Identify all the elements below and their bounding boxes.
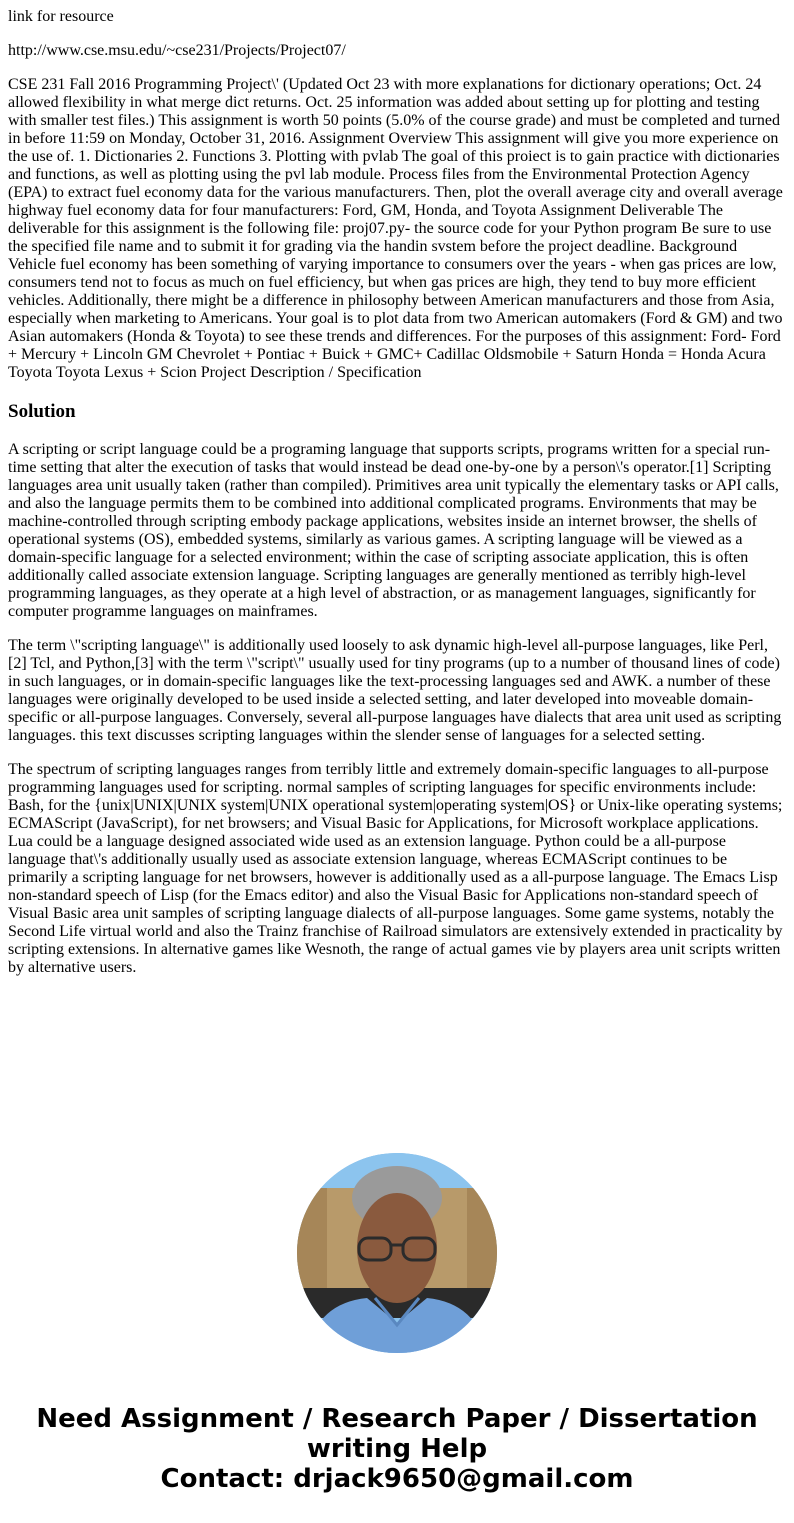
author-avatar [297, 1153, 497, 1353]
solution-paragraph: The term \"scripting language\" is additionally used loosely to ask dynamic high-level all-purpose languages, like Perl,[2] Tcl, and Python,[3] with the term \"script\" usually used for tiny programs (up to a number of thousand lines of code) in such languages, or in domain-specific languages like the text-processing languages sed and AWK. a number of these languages were originally developed to be used inside a selected setting, and later developed into moveable domain-specific or all-purpose languages. Conversely, several all-purpose languages have dialects that area unit used as scripting languages. this text discusses scripting languages within the slender sense of languages for a selected setting. [8, 637, 782, 744]
solution-heading: Solution [8, 401, 76, 422]
solution-paragraph: A scripting or script language could be a programing language that supports scripts, programs written for a special run-time setting that alter the execution of tasks that would instead be dead one-by-one by a person\'s operator.[1] Scripting languages area unit usually taken (rather than compiled). Primitives area unit typically the elementary tasks or API calls, and also the language permits them to be combined into additional complicated programs. Environments that may be machine-controlled through scripting embody package applications, websites inside an internet browser, the shells of operational systems (OS), embedded systems, similarly as various games. A scripting language will be viewed as a domain-specific language for a selected environment; within the case of scripting associate application, this is often additionally called associate extension language. Scripting languages are generally mentioned as terribly high-level programming languages, as they operate at a high level of abstraction, or as management languages, significantly for computer programme languages on mainframes. [8, 441, 779, 620]
promo-line-1: Need Assignment / Research Paper / Dissertation [36, 1404, 758, 1434]
resource-label: link for resource [8, 8, 114, 25]
promo-contact: Contact: drjack9650@gmail.com [160, 1464, 634, 1494]
promo-banner [0, 1404, 794, 1494]
promo-line-2: writing Help [306, 1434, 488, 1464]
resource-url: http://www.cse.msu.edu/~cse231/Projects/Project07/ [8, 42, 346, 59]
question-body: CSE 231 Fall 2016 Programming Project\' (Updated Oct 23 with more explanations for dictionary operations; Oct. 24 allowed flexibility in what merge dict returns. Oct. 25 information was added about setting up for plotting and testing with smaller test files.) This assignment is worth 50 points (5.0% of the course grade) and must be completed and turned in before 11:59 on Monday, October 31, 2016. Assignment Overview This assignment will give you more experience on the use of. 1. Dictionaries 2. Functions 3. Plotting with pvlab The goal of this proiect is to gain practice with dictionaries and functions, as well as plotting using the pvl lab module. Process files from the Environmental Protection Agency (EPA) to extract fuel economy data for the various manufacturers. Then, plot the overall average city and overall average highway fuel economy data for four manufacturers: Ford, GM, Honda, and Toyota Assignment Deliverable The deliverable for this assignment is the following file: proj07.py- the source code for your Python program Be sure to use the specified file name and to submit it for grading via the handin svstem before the project deadline. Background Vehicle fuel economy has been something of varying importance to consumers over the years - when gas prices are low, consumers tend not to focus as much on fuel efficiency, but when gas prices are high, they tend to buy more efficient vehicles. Additionally, there might be a difference in philosophy between American manufacturers and those from Asia, especially when marketing to Americans. Your goal is to plot data from two American automakers (Ford & GM) and two Asian automakers (Honda & Toyota) to see these trends and differences. For the purposes of this assignment: Ford- Ford + Mercury + Lincoln GM Chevrolet + Pontiac + Buick + GMC+ Cadillac Oldsmobile + Saturn Honda = Honda Acura Toyota Toyota Lexus + Scion Project Description / Specification [8, 76, 783, 381]
portrait-image [297, 1153, 497, 1353]
solution-paragraph: The spectrum of scripting languages ranges from terribly little and extremely domain-specific languages to all-purpose programming languages used for scripting. normal samples of scripting languages for specific environments include: Bash, for the {unix|UNIX|UNIX system|UNIX operational system|operating system|OS} or Unix-like operating systems; ECMAScript (JavaScript), for net browsers; and Visual Basic for Applications, for Microsoft workplace applications. Lua could be a language designed associated wide used as an extension language. Python could be a all-purpose language that\'s additionally usually used as associate extension language, whereas ECMAScript continues to be primarily a scripting language for net browsers, however is additionally used as a all-purpose language. The Emacs Lisp non-standard speech of Lisp (for the Emacs editor) and also the Visual Basic for Applications non-standard speech of Visual Basic area unit samples of scripting language dialects of all-purpose languages. Some game systems, notably the Second Life virtual world and also the Trainz franchise of Railroad simulators are extensively extended in practicality by scripting extensions. In alternative games like Wesnoth, the range of actual games vie by players area unit scripts written by alternative users. [8, 761, 783, 976]
